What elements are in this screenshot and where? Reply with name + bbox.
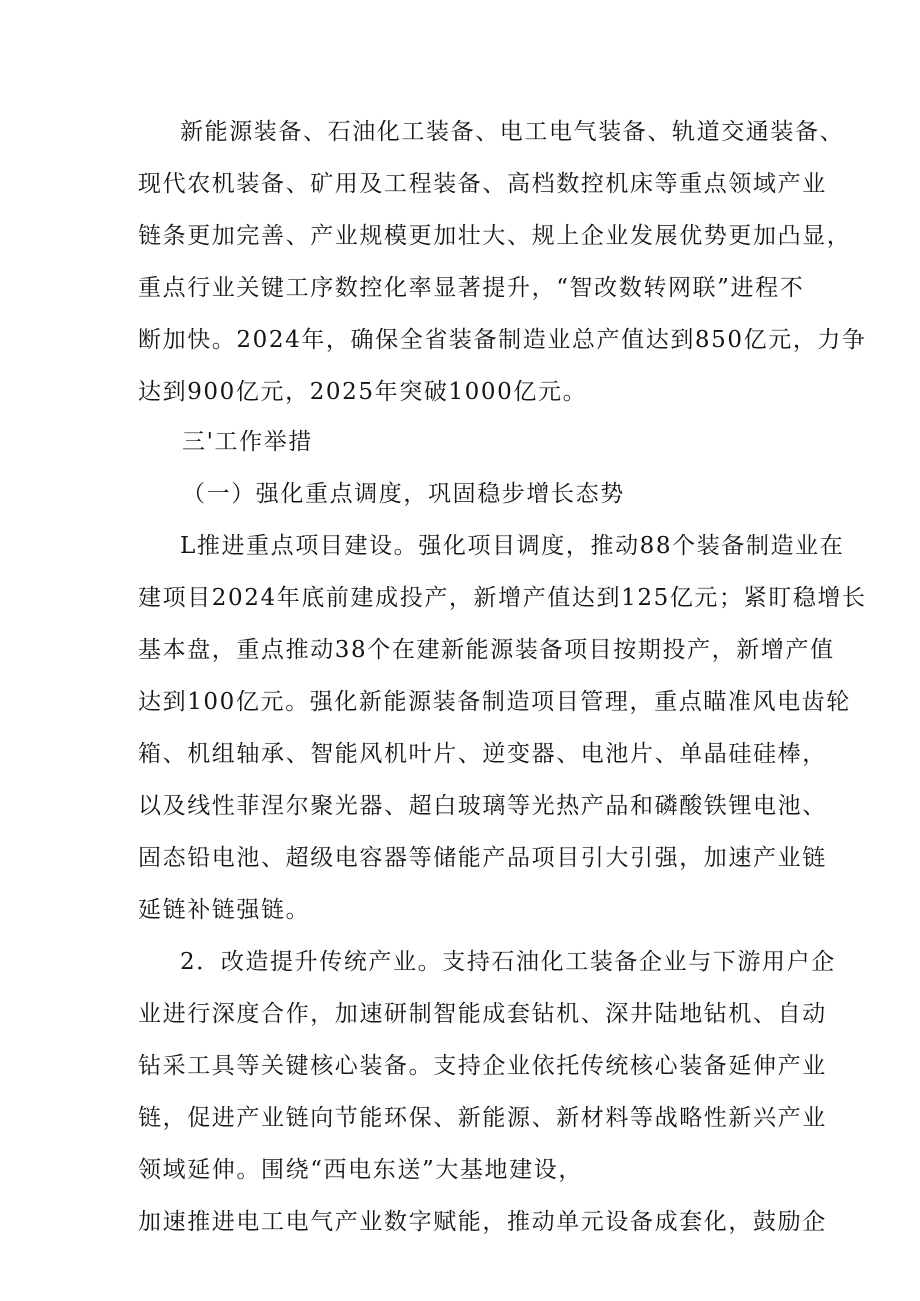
paragraph-line: 基本盘，重点推动38个在建新能源装备项目按期投产，新增产值 xyxy=(138,637,835,663)
section-heading: 三'工作举措 xyxy=(182,429,313,455)
paragraph-line: 2．改造提升传统产业。支持石油化工装备企业与下游用户企 xyxy=(180,949,836,975)
paragraph-line: 断加快。2024年，确保全省装备制造业总产值达到850亿元，力争 xyxy=(138,327,867,353)
subsection-heading: （一）强化重点调度，巩固稳步增长态势 xyxy=(182,481,625,507)
paragraph-line: 达到100亿元。强化新能源装备制造项目管理，重点瞄准风电齿轮 xyxy=(138,689,851,715)
paragraph-line: 以及线性菲涅尔聚光器、超白玻璃等光热产品和磷酸铁锂电池、 xyxy=(138,793,827,819)
paragraph-line: 达到900亿元，2025年突破1000亿元。 xyxy=(138,379,588,405)
paragraph-line: 建项目2024年底前建成投产，新增产值达到125亿元；紧盯稳增长 xyxy=(138,585,867,611)
paragraph-line: 固态铅电池、超级电容器等储能产品项目引大引强，加速产业链 xyxy=(138,845,827,871)
paragraph-line: 现代农机装备、矿用及工程装备、高档数控机床等重点领域产业 xyxy=(138,171,827,197)
paragraph-line: 新能源装备、石油化工装备、电工电气装备、轨道交通装备、 xyxy=(180,119,845,145)
paragraph-line: L推进重点项目建设。强化项目调度，推动88个装备制造业在 xyxy=(180,533,845,559)
paragraph-line: 业进行深度合作，加速研制智能成套钻机、深井陆地钻机、自动 xyxy=(138,1001,827,1027)
paragraph-line: 加速推进电工电气产业数字赋能，推动单元设备成套化，鼓励企 xyxy=(138,1209,827,1235)
paragraph-line: 箱、机组轴承、智能风机叶片、逆变器、电池片、单晶硅硅棒， xyxy=(138,741,827,767)
paragraph-line: 链条更加完善、产业规模更加壮大、规上企业发展优势更加凸显， xyxy=(138,223,852,249)
paragraph-line: 重点行业关键工序数控化率显著提升，“智改数转网联”进程不 xyxy=(138,275,805,301)
paragraph-line: 链，促进产业链向节能环保、新能源、新材料等战略性新兴产业 xyxy=(138,1105,827,1131)
paragraph-line: 领域延伸。围绕“西电东送”大基地建设， xyxy=(138,1157,583,1183)
paragraph-line: 钻采工具等关键核心装备。支持企业依托传统核心装备延伸产业 xyxy=(138,1053,827,1079)
paragraph-line: 延链补链强链。 xyxy=(138,897,311,923)
